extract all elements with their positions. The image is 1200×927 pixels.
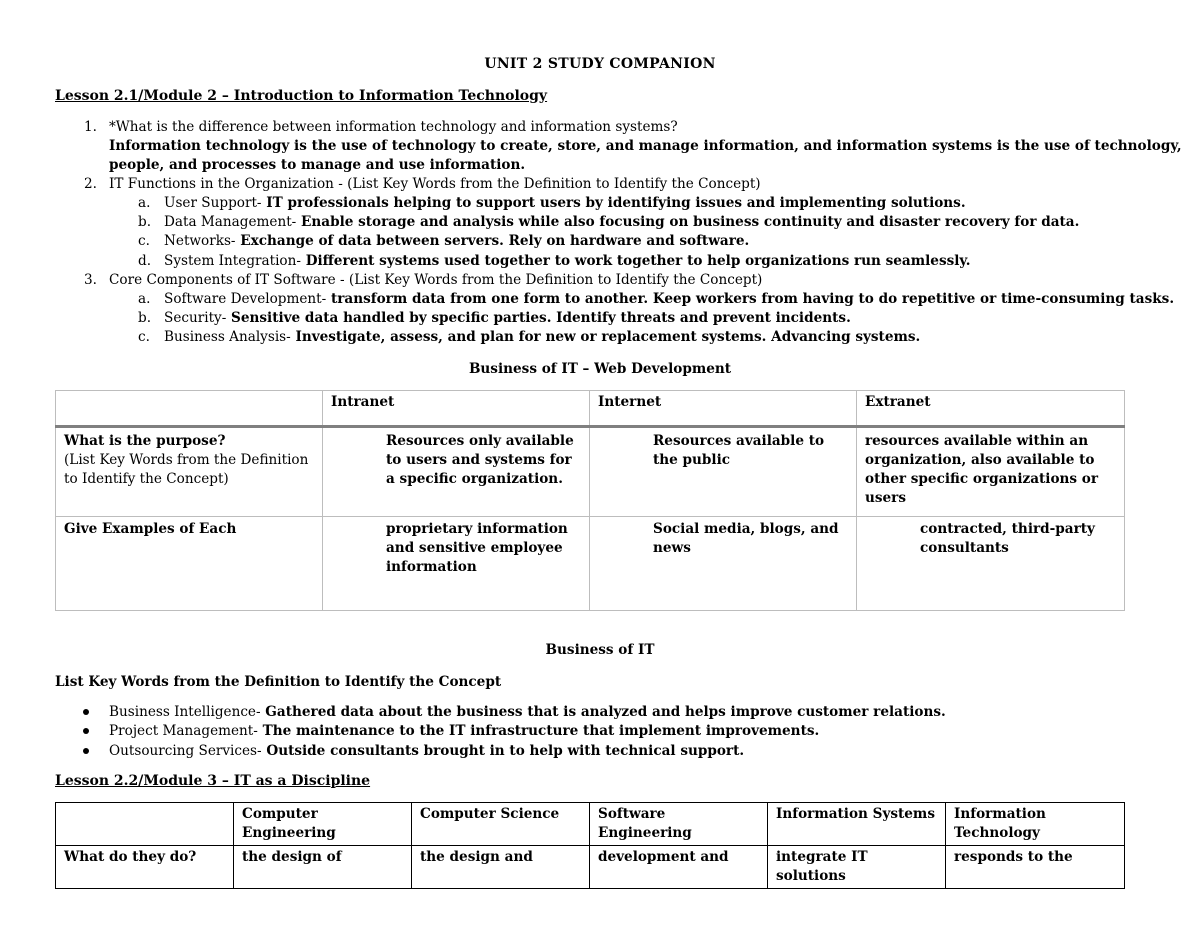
table-cell: contracted, third-party consultants bbox=[857, 517, 1125, 611]
list-letter: a. bbox=[138, 291, 151, 307]
table-header-row bbox=[56, 391, 1125, 427]
list-item bbox=[164, 213, 1079, 232]
table-cell: Resources only available to users and systems for a specific organization. bbox=[323, 427, 590, 517]
answer-text: Different systems used together to work together to help organizations run seamlessly. bbox=[300, 253, 971, 269]
answer-text: people, and processes to manage and use information. bbox=[109, 157, 526, 173]
row-label: What do they do? bbox=[56, 846, 234, 889]
row-label: Give Examples of Each bbox=[56, 517, 323, 611]
answer-text: Enable storage and analysis while also focusing on business continuity and disaster recovery for data. bbox=[296, 214, 1080, 230]
header-cell bbox=[56, 391, 323, 427]
list-item bbox=[164, 309, 851, 328]
question-prompt: IT Functions in the Organization - (List Key Words from the Definition to Identify the Concept) bbox=[109, 176, 761, 192]
table-row bbox=[56, 427, 1125, 517]
header-cell: Software Engineering bbox=[590, 803, 768, 846]
bullet-icon bbox=[83, 728, 89, 734]
question-prompt: *What is the difference between information technology and information systems? bbox=[109, 119, 678, 135]
bullet-icon bbox=[83, 709, 89, 715]
list-letter: b. bbox=[138, 214, 152, 230]
row-label-note: (List Key Words from the Definition bbox=[64, 452, 309, 468]
answer-text: Information technology is the use of technology to create, store, and manage information, and information systems is the use of technology, bbox=[109, 138, 1182, 154]
term-label: System Integration- bbox=[164, 253, 301, 269]
header-cell bbox=[56, 803, 234, 846]
list-number: 2. bbox=[84, 176, 97, 192]
table-cell: proprietary information and sensitive employee information bbox=[323, 517, 590, 611]
term-label: Business Intelligence- bbox=[109, 704, 261, 720]
term-label: Networks- bbox=[164, 233, 236, 249]
table-cell: Social media, blogs, and news bbox=[590, 517, 857, 611]
list-letter: c. bbox=[138, 233, 150, 249]
answer-text: The maintenance to the IT infrastructure that implement improvements. bbox=[257, 723, 820, 739]
answer-text: IT professionals helping to support users by identifying issues and implementing solutions. bbox=[261, 195, 966, 211]
list-letter: a. bbox=[138, 195, 151, 211]
term-label: User Support- bbox=[164, 195, 262, 211]
header-cell: Information Technology bbox=[946, 803, 1125, 846]
header-cell: Information Systems bbox=[768, 803, 946, 846]
list-item bbox=[164, 194, 966, 213]
table-cell: the design of bbox=[234, 846, 412, 889]
table-row bbox=[56, 846, 1125, 889]
table-row bbox=[56, 517, 1125, 611]
list-number: 1. bbox=[84, 119, 97, 135]
list-item bbox=[164, 232, 749, 251]
section-title: Business of IT bbox=[545, 642, 655, 658]
row-label bbox=[56, 427, 323, 517]
question-prompt: Core Components of IT Software - (List Key Words from the Definition to Identify the Concept) bbox=[109, 272, 763, 288]
term-label: Software Development- bbox=[164, 291, 327, 307]
table-header-row bbox=[56, 803, 1125, 846]
term-label: Data Management- bbox=[164, 214, 297, 230]
answer-text: Sensitive data handled by specific parties. Identify threats and prevent incidents. bbox=[226, 310, 851, 326]
list-item bbox=[109, 742, 744, 761]
header-cell: Intranet bbox=[323, 391, 590, 427]
lesson-heading-2-1: Lesson 2.1/Module 2 – Introduction to Information Technology bbox=[55, 88, 548, 104]
list-item bbox=[164, 252, 970, 271]
answer-text: Outside consultants brought in to help with technical support. bbox=[261, 743, 745, 759]
list-item bbox=[109, 703, 946, 722]
list-letter: b. bbox=[138, 310, 152, 326]
bullet-icon bbox=[83, 748, 89, 754]
section-instruction: List Key Words from the Definition to Identify the Concept bbox=[55, 674, 502, 690]
table-cell: resources available within an organization, also available to other specific organizations or users bbox=[857, 427, 1125, 517]
table-cell: development and bbox=[590, 846, 768, 889]
table-cell: integrate IT solutions bbox=[768, 846, 946, 889]
header-cell: Extranet bbox=[857, 391, 1125, 427]
header-cell: Internet bbox=[590, 391, 857, 427]
header-cell: Computer Engineering bbox=[234, 803, 412, 846]
header-cell: Computer Science bbox=[412, 803, 590, 846]
table-cell: the design and bbox=[412, 846, 590, 889]
it-discipline-table bbox=[55, 802, 1125, 889]
term-label: Business Analysis- bbox=[164, 329, 291, 345]
row-label-title: What is the purpose? bbox=[64, 433, 226, 449]
table-cell: responds to the bbox=[946, 846, 1125, 889]
list-item bbox=[164, 290, 1174, 309]
term-label: Project Management- bbox=[109, 723, 258, 739]
web-development-table bbox=[55, 390, 1125, 611]
table-caption: Business of IT – Web Development bbox=[468, 361, 732, 377]
list-number: 3. bbox=[84, 272, 97, 288]
list-letter: d. bbox=[138, 253, 152, 269]
row-label-note: to Identify the Concept) bbox=[64, 471, 229, 487]
list-item bbox=[164, 328, 920, 347]
answer-text: Exchange of data between servers. Rely on hardware and software. bbox=[235, 233, 750, 249]
table-cell: Resources available to the public bbox=[590, 427, 857, 517]
term-label: Outsourcing Services- bbox=[109, 743, 262, 759]
answer-text: transform data from one form to another. Keep workers from having to do repetitive or time-consuming tasks. bbox=[326, 291, 1175, 307]
document-title: UNIT 2 STUDY COMPANION bbox=[484, 56, 716, 72]
term-label: Security- bbox=[164, 310, 227, 326]
answer-text: Investigate, assess, and plan for new or replacement systems. Advancing systems. bbox=[290, 329, 921, 345]
list-letter: c. bbox=[138, 329, 150, 345]
answer-text: Gathered data about the business that is analyzed and helps improve customer relations. bbox=[260, 704, 946, 720]
lesson-heading-2-2: Lesson 2.2/Module 3 – IT as a Discipline bbox=[55, 773, 371, 789]
list-item bbox=[109, 722, 819, 741]
